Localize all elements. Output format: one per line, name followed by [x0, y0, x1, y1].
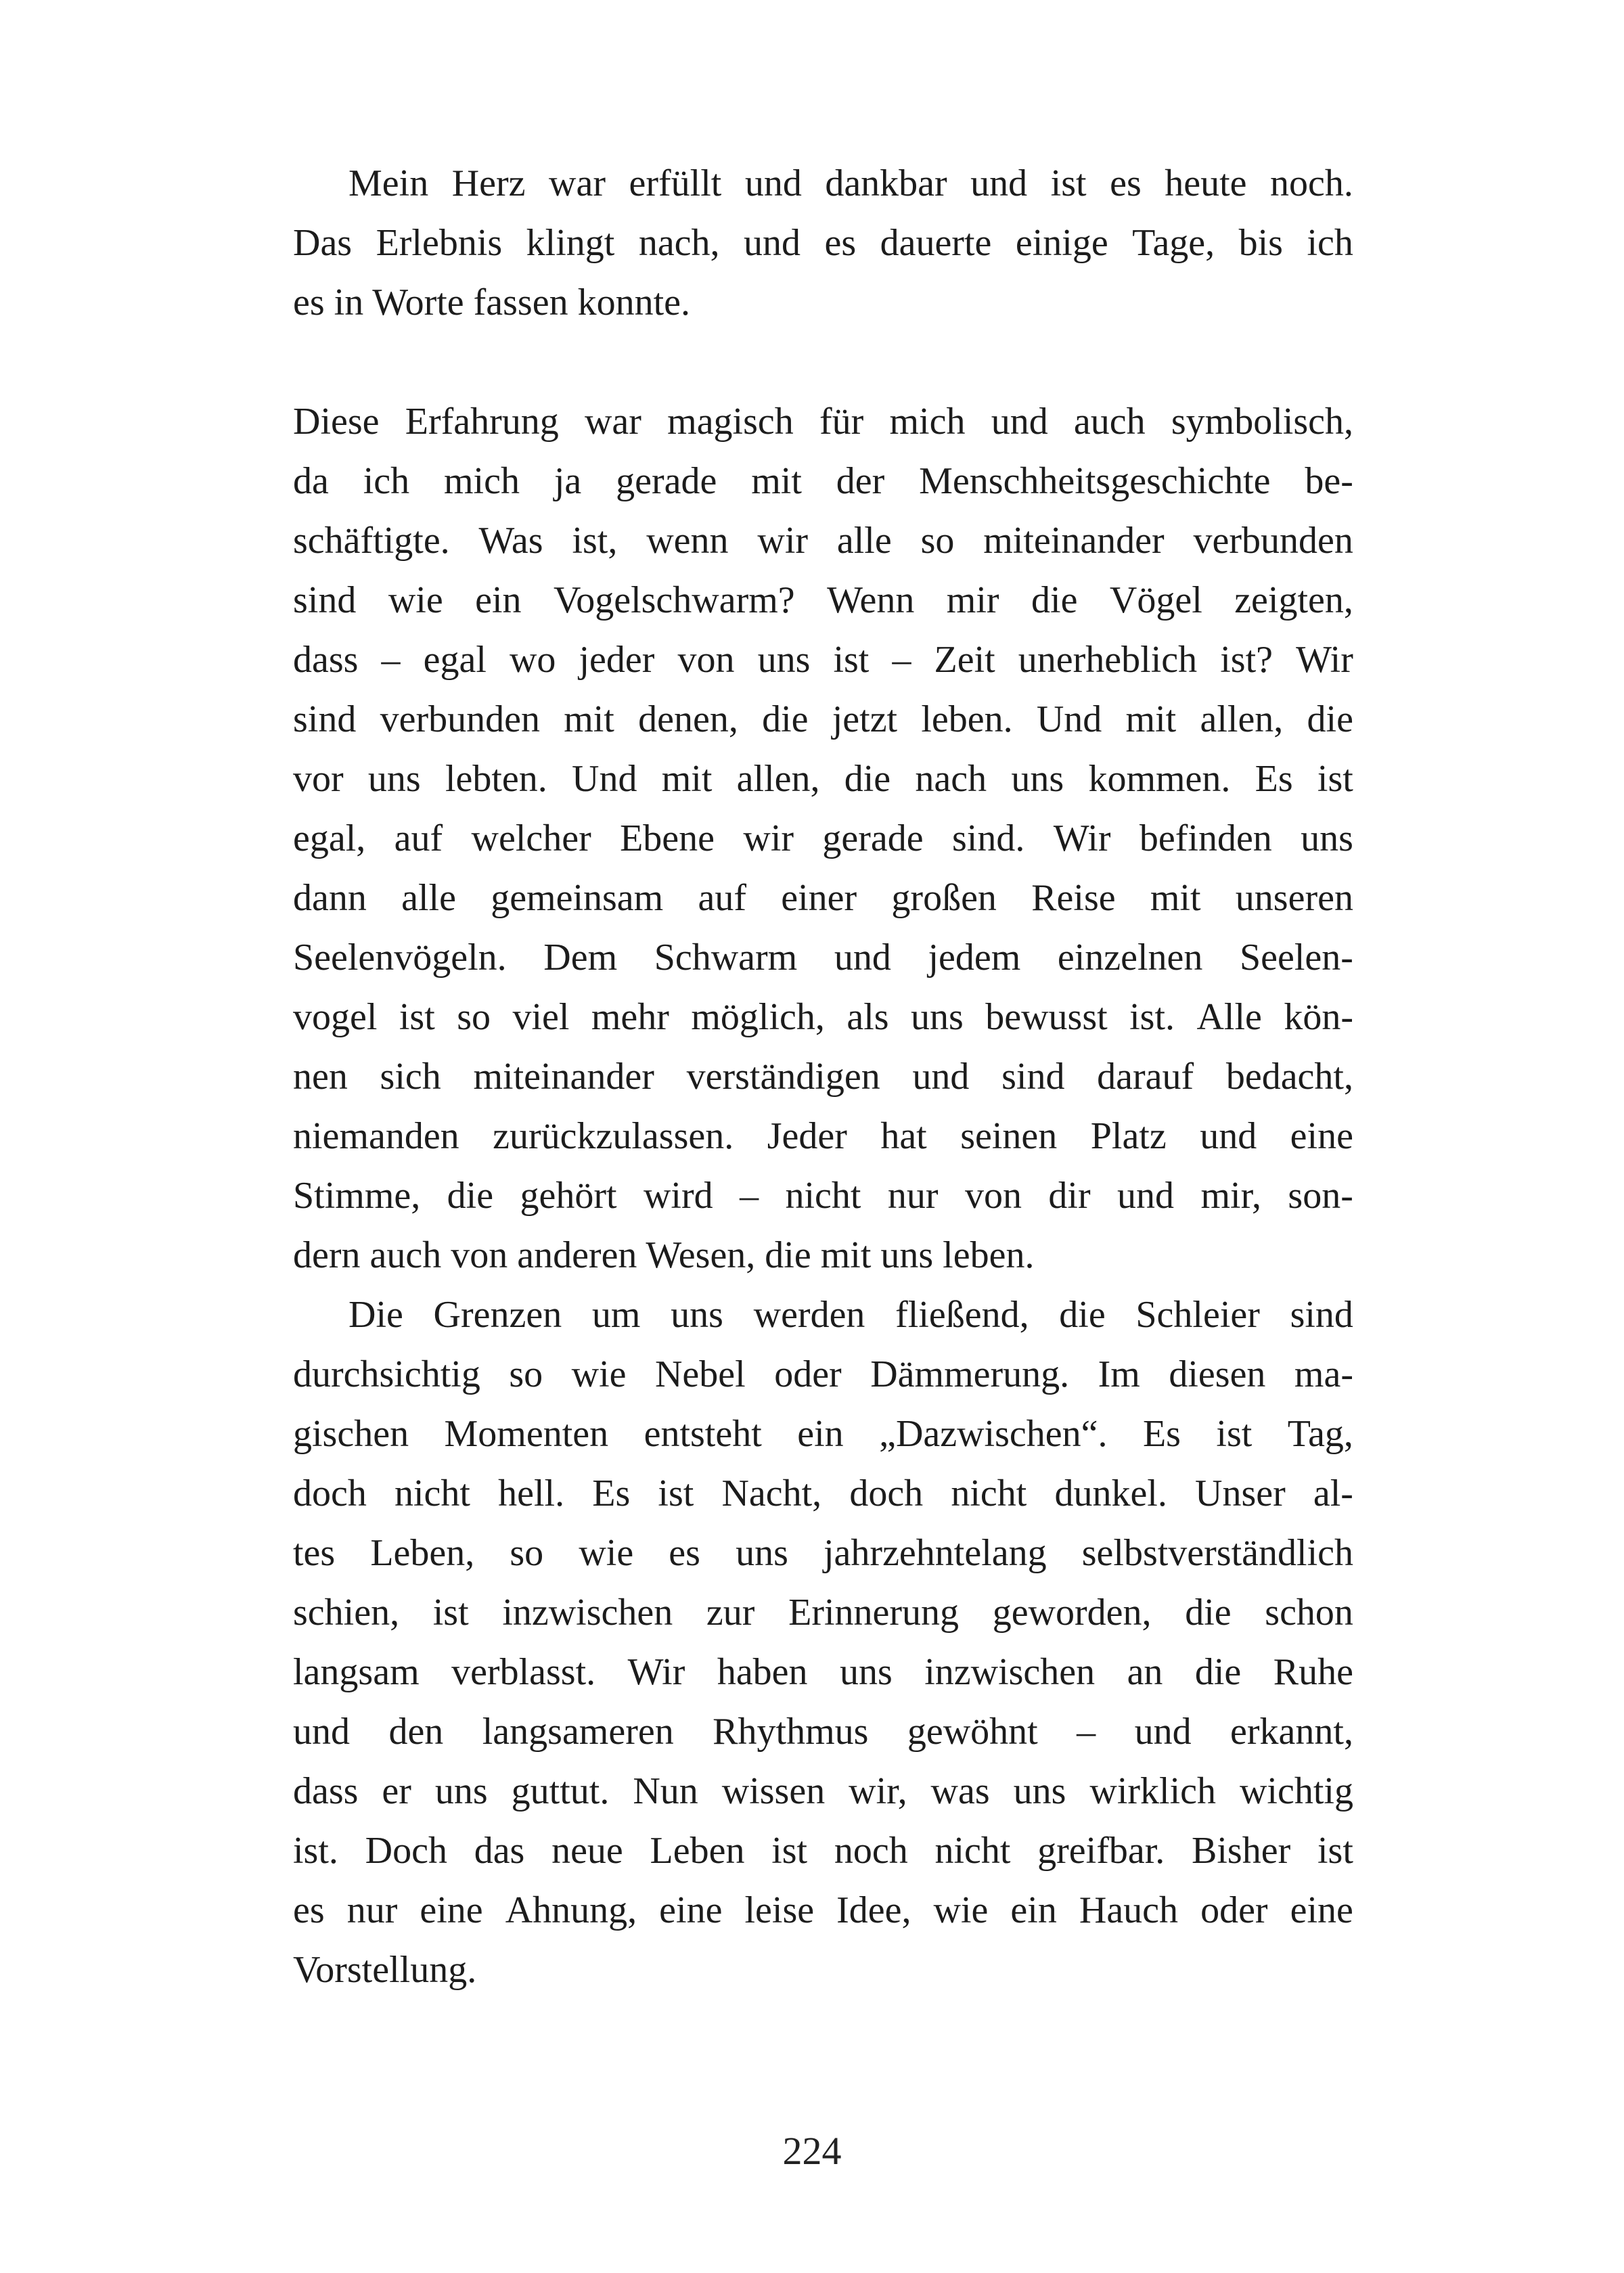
paragraph — [293, 1285, 1353, 2000]
word: und — [970, 162, 1028, 204]
word: vor — [293, 758, 344, 800]
word: bis — [1238, 222, 1283, 264]
word: egal, — [293, 817, 366, 859]
word: doch — [293, 1472, 367, 1514]
word: Erinnerung — [788, 1592, 960, 1634]
word: und — [912, 1056, 970, 1098]
text-line — [293, 809, 1353, 868]
word: ist — [833, 639, 870, 681]
word: so — [457, 996, 491, 1038]
word: wie — [388, 579, 443, 621]
word: die — [1185, 1592, 1232, 1634]
word: einige — [1015, 222, 1108, 264]
word: mit — [751, 460, 802, 502]
text-line: dern auch von anderen Wesen, die mit uns leben. — [293, 1234, 1035, 1276]
word: vogel — [293, 996, 378, 1038]
word: Und — [1036, 698, 1102, 740]
word: und — [834, 937, 891, 978]
word: Dämmerung. — [870, 1353, 1070, 1395]
word: kommen. — [1088, 758, 1231, 800]
word: es — [669, 1532, 700, 1574]
word: ein — [475, 579, 522, 621]
word: sind — [293, 579, 357, 621]
word: auch — [1073, 401, 1146, 443]
word: „Dazwischen“. — [879, 1413, 1108, 1455]
word: Das — [293, 222, 353, 264]
word: durchsichtig — [293, 1353, 480, 1395]
word: sind — [293, 698, 357, 740]
text-line: Vorstellung. — [293, 1949, 477, 1991]
word: Grenzen — [433, 1294, 562, 1336]
word: uns — [736, 1532, 788, 1574]
word: nach, — [638, 222, 720, 264]
word: war — [584, 401, 641, 443]
text-line — [293, 1047, 1353, 1106]
word: Rhythmus — [713, 1711, 869, 1753]
word: wir, — [849, 1770, 907, 1812]
word: be- — [1305, 460, 1353, 502]
page-number: 224 — [782, 2129, 842, 2173]
word: so — [510, 1532, 544, 1574]
word: war — [549, 162, 606, 204]
word: gemeinsam — [491, 877, 664, 919]
word: Momenten — [444, 1413, 609, 1455]
word: verbunden — [1193, 520, 1353, 562]
word: ein — [1010, 1889, 1057, 1931]
paragraph — [293, 392, 1353, 1285]
word: möglich, — [691, 996, 825, 1038]
word: niemanden — [293, 1115, 459, 1157]
word: mich — [444, 460, 520, 502]
word: Wenn — [827, 579, 915, 621]
word: Diese — [293, 401, 380, 443]
word: klingt — [526, 222, 615, 264]
word: Herz — [451, 162, 526, 204]
word: – — [892, 639, 911, 681]
word: ist — [432, 1592, 469, 1634]
word: son- — [1288, 1175, 1353, 1217]
word: gehört — [520, 1175, 617, 1217]
word: verblasst. — [451, 1651, 596, 1693]
word: er — [382, 1770, 411, 1812]
word: Leben — [650, 1830, 745, 1872]
word: ist — [1216, 1413, 1253, 1455]
word: mit — [564, 698, 614, 740]
word: von — [964, 1175, 1022, 1217]
word: gischen — [293, 1413, 409, 1455]
word: Nacht, — [721, 1472, 822, 1514]
word: ist, — [572, 520, 618, 562]
word: und — [1117, 1175, 1175, 1217]
text-line — [293, 213, 1353, 273]
word: einzelnen — [1057, 937, 1203, 978]
word: sind — [1001, 1056, 1065, 1098]
word: Alle — [1196, 996, 1262, 1038]
word: mir — [946, 579, 999, 621]
word: nur — [346, 1889, 398, 1931]
word: gerade — [822, 817, 924, 859]
word: leben. — [921, 698, 1013, 740]
word: mir, — [1200, 1175, 1261, 1217]
text-line — [293, 1404, 1353, 1464]
word: miteinander — [983, 520, 1165, 562]
word: ist — [771, 1830, 808, 1872]
text-line — [293, 1583, 1353, 1642]
word: und — [1200, 1115, 1257, 1157]
word: und — [744, 162, 802, 204]
word: Idee, — [836, 1889, 911, 1931]
word: Im — [1098, 1353, 1140, 1395]
text-line — [293, 1106, 1353, 1166]
word: erfüllt — [629, 162, 722, 204]
word: mich — [889, 401, 966, 443]
word: die — [762, 698, 809, 740]
word: viel — [512, 996, 570, 1038]
word: Ruhe — [1273, 1651, 1353, 1693]
word: verbunden — [380, 698, 540, 740]
word: ist — [1317, 758, 1353, 800]
word: uns — [671, 1294, 723, 1336]
word: uns — [757, 639, 811, 681]
word: allen, — [1200, 698, 1284, 740]
word: langsam — [293, 1651, 420, 1693]
word: – — [381, 639, 401, 681]
word: Nun — [633, 1770, 698, 1812]
text-line — [293, 1642, 1353, 1702]
word: uns — [1301, 817, 1353, 859]
word: symbolisch, — [1171, 401, 1353, 443]
word: noch — [834, 1830, 908, 1872]
word: die — [1031, 579, 1078, 621]
word: Vogelschwarm? — [554, 579, 795, 621]
word: wir — [743, 817, 794, 859]
word: nicht — [785, 1175, 861, 1217]
word: seinen — [960, 1115, 1058, 1157]
text-line — [293, 1523, 1353, 1583]
word: geworden, — [992, 1592, 1152, 1634]
word: doch — [849, 1472, 924, 1514]
word: mehr — [591, 996, 669, 1038]
word: hat — [880, 1115, 927, 1157]
word: verständigen — [686, 1056, 880, 1098]
word: inzwischen — [502, 1592, 673, 1634]
word: sind. — [951, 817, 1025, 859]
word: denen, — [638, 698, 738, 740]
word: alle — [401, 877, 456, 919]
word: Schleier — [1135, 1294, 1260, 1336]
word: Es — [592, 1472, 631, 1514]
word: Ahnung, — [505, 1889, 637, 1931]
word: den — [388, 1711, 444, 1753]
word: sich — [380, 1056, 441, 1098]
word: Platz — [1090, 1115, 1167, 1157]
word: ist — [1050, 162, 1087, 204]
word: ich — [363, 460, 410, 502]
word: zur — [706, 1592, 755, 1634]
word: ma- — [1294, 1353, 1353, 1395]
word: wichtig — [1239, 1770, 1353, 1812]
text-line — [293, 451, 1353, 511]
word: Was — [478, 520, 543, 562]
word: unerheblich — [1018, 639, 1198, 681]
word: Reise — [1031, 877, 1116, 919]
word: schien, — [293, 1592, 400, 1634]
word: Stimme, — [293, 1175, 421, 1217]
text-line — [293, 1166, 1353, 1225]
word: entsteht — [644, 1413, 762, 1455]
word: dir — [1048, 1175, 1091, 1217]
paragraph — [293, 154, 1353, 332]
word: Es — [1142, 1413, 1181, 1455]
word: selbstverständlich — [1081, 1532, 1353, 1574]
text-line — [293, 1345, 1353, 1404]
word: nur — [887, 1175, 939, 1217]
word: befinden — [1139, 817, 1272, 859]
word: dauerte — [880, 222, 992, 264]
text-line: es in Worte fassen konnte. — [293, 282, 690, 323]
word: Ebene — [620, 817, 715, 859]
word: sind — [1290, 1294, 1353, 1336]
word: wie — [571, 1353, 627, 1395]
word: Leben, — [370, 1532, 475, 1574]
word: bedacht, — [1225, 1056, 1353, 1098]
word: unseren — [1235, 877, 1353, 919]
word: ja — [554, 460, 582, 502]
word: dass — [293, 639, 359, 681]
word: bewusst — [985, 996, 1108, 1038]
word: wo — [509, 639, 556, 681]
word: die — [844, 758, 891, 800]
word: Tage, — [1132, 222, 1215, 264]
word: Erlebnis — [376, 222, 503, 264]
word: jedem — [928, 937, 1021, 978]
word: Wir — [627, 1651, 685, 1693]
word: darauf — [1097, 1056, 1194, 1098]
word: und — [744, 222, 800, 264]
word: werden — [753, 1294, 865, 1336]
word: allen, — [736, 758, 820, 800]
text-line — [293, 1881, 1353, 1940]
word: Mein — [348, 162, 429, 204]
word: Unser — [1195, 1472, 1286, 1514]
word: Schwarm — [654, 937, 798, 978]
word: Hauch — [1079, 1889, 1179, 1931]
text-line — [293, 1702, 1353, 1761]
word: Wir — [1296, 639, 1353, 681]
word: tes — [293, 1532, 336, 1574]
word: das — [474, 1830, 525, 1872]
word: es — [1110, 162, 1142, 204]
word: neue — [551, 1830, 623, 1872]
word: eine — [1290, 1889, 1353, 1931]
word: uns — [367, 758, 421, 800]
word: mit — [1125, 698, 1177, 740]
word: kön- — [1284, 996, 1353, 1038]
word: nicht — [394, 1472, 470, 1514]
word: Jeder — [767, 1115, 847, 1157]
word: Es — [1255, 758, 1293, 800]
word: magisch — [667, 401, 794, 443]
text-line — [293, 1285, 1353, 1345]
word: dass — [293, 1770, 359, 1812]
text-line — [293, 392, 1353, 451]
word: einer — [781, 877, 857, 919]
text-line — [293, 690, 1353, 749]
word: uns — [839, 1651, 893, 1693]
word: – — [1077, 1711, 1096, 1753]
word: Die — [348, 1294, 403, 1336]
word: ein — [797, 1413, 844, 1455]
word: eine — [659, 1889, 723, 1931]
word: Menschheitsgeschichte — [919, 460, 1271, 502]
word: für — [819, 401, 864, 443]
word: wie — [933, 1889, 989, 1931]
word: Seelen- — [1240, 937, 1353, 978]
word: uns — [1013, 1770, 1066, 1812]
text-line — [293, 987, 1353, 1047]
word: es — [293, 1889, 325, 1931]
word: schäftigte. — [293, 520, 450, 562]
word: mit — [661, 758, 713, 800]
word: heute — [1165, 162, 1247, 204]
word: al- — [1313, 1472, 1353, 1514]
word: mit — [1150, 877, 1201, 919]
word: eine — [1290, 1115, 1353, 1157]
word: ich — [1307, 222, 1353, 264]
word: was — [930, 1770, 990, 1812]
text-line — [293, 1821, 1353, 1881]
word: Und — [572, 758, 637, 800]
text-line — [293, 154, 1353, 213]
word: nicht — [934, 1830, 1011, 1872]
word: ist? — [1220, 639, 1273, 681]
word: lebten. — [445, 758, 547, 800]
text-line — [293, 749, 1353, 809]
word: Zeit — [934, 639, 995, 681]
word: auf — [394, 817, 443, 859]
word: leise — [744, 1889, 815, 1931]
word: Seelenvögeln. — [293, 937, 507, 978]
word: ist — [1317, 1830, 1353, 1872]
word: greifbar. — [1037, 1830, 1165, 1872]
word: inzwischen — [924, 1651, 1096, 1693]
word: alle — [836, 520, 892, 562]
word: diesen — [1169, 1353, 1266, 1395]
word: langsameren — [482, 1711, 674, 1753]
word: wirklich — [1089, 1770, 1216, 1812]
text-line — [293, 1464, 1353, 1523]
word: zurückzulassen. — [493, 1115, 734, 1157]
word: fließend, — [895, 1294, 1029, 1336]
word: ist — [399, 996, 435, 1038]
word: Tag, — [1287, 1413, 1353, 1455]
word: oder — [1200, 1889, 1268, 1931]
word: und — [1134, 1711, 1192, 1753]
word: uns — [434, 1770, 488, 1812]
word: miteinander — [473, 1056, 654, 1098]
word: jahrzehntelang — [824, 1532, 1047, 1574]
word: dankbar — [825, 162, 947, 204]
word: eine — [420, 1889, 483, 1931]
word: und — [991, 401, 1048, 443]
text-line — [293, 928, 1353, 987]
text-line — [293, 511, 1353, 570]
text-line — [293, 1761, 1353, 1821]
word: wie — [579, 1532, 634, 1574]
word: der — [836, 460, 885, 502]
word: wird — [643, 1175, 713, 1217]
word: gerade — [616, 460, 717, 502]
word: die — [1194, 1651, 1242, 1693]
text-line — [293, 630, 1353, 690]
word: nicht — [951, 1472, 1027, 1514]
word: an — [1127, 1651, 1163, 1693]
text-line — [293, 868, 1353, 928]
word: um — [591, 1294, 641, 1336]
word: hell. — [498, 1472, 565, 1514]
word: wissen — [721, 1770, 826, 1812]
word: Nebel — [654, 1353, 746, 1395]
word: guttut. — [511, 1770, 610, 1812]
word: welcher — [471, 817, 591, 859]
word: von — [677, 639, 735, 681]
word: die — [1059, 1294, 1106, 1336]
word: schon — [1265, 1592, 1353, 1634]
word: dann — [293, 877, 367, 919]
word: ist — [658, 1472, 694, 1514]
word: Vögel — [1109, 579, 1202, 621]
text-line — [293, 570, 1353, 630]
word: – — [740, 1175, 759, 1217]
word: oder — [774, 1353, 842, 1395]
word: ist. — [1129, 996, 1175, 1038]
word: auf — [698, 877, 746, 919]
word: da — [293, 460, 329, 502]
word: uns — [1011, 758, 1064, 800]
word: jetzt — [832, 698, 898, 740]
word: nen — [293, 1056, 348, 1098]
word: nach — [915, 758, 987, 800]
word: ist. — [293, 1830, 338, 1872]
word: Dem — [543, 937, 618, 978]
word: zeigten, — [1234, 579, 1353, 621]
word: wenn — [646, 520, 729, 562]
word: als — [847, 996, 889, 1038]
word: es — [824, 222, 857, 264]
word: noch. — [1270, 162, 1353, 204]
word: haben — [717, 1651, 808, 1693]
word: jeder — [579, 639, 655, 681]
word: gewöhnt — [907, 1711, 1038, 1753]
word: egal — [423, 639, 487, 681]
word: so — [509, 1353, 543, 1395]
word: uns — [911, 996, 964, 1038]
word: wir — [757, 520, 809, 562]
word: Bisher — [1192, 1830, 1291, 1872]
word: großen — [891, 877, 997, 919]
body-text — [293, 154, 1353, 2000]
word: erkannt, — [1230, 1711, 1353, 1753]
word: dunkel. — [1054, 1472, 1167, 1514]
word: Erfahrung — [405, 401, 559, 443]
word: Doch — [365, 1830, 447, 1872]
word: die — [1307, 698, 1353, 740]
word: und — [293, 1711, 350, 1753]
word: Wir — [1053, 817, 1111, 859]
word: die — [447, 1175, 494, 1217]
word: so — [920, 520, 955, 562]
